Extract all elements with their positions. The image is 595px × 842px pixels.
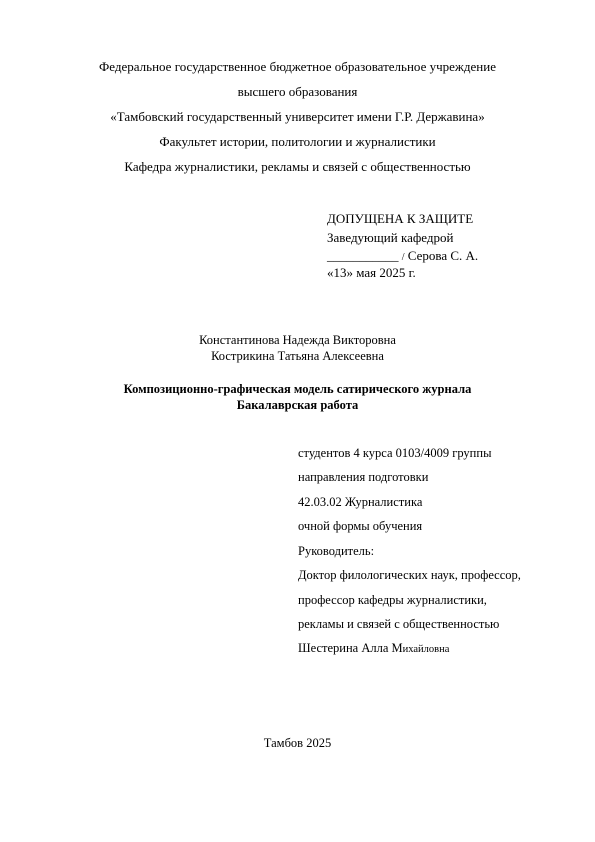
university-name: «Тамбовский государственный университет имени Г.Р. Державина»	[110, 109, 485, 124]
direction-code: 42.03.02 Журналистика	[298, 495, 423, 509]
faculty-name: Факультет истории, политологии и журналистики	[159, 134, 436, 149]
signature-line: ___________	[327, 248, 399, 263]
supervisor-name	[298, 642, 449, 656]
student-name-2: Кострикина Татьяна Алексеевна	[211, 349, 384, 363]
student-course: студентов 4 курса 0103/4009 группы	[298, 446, 492, 460]
institution-line-1: Федеральное государственное бюджетное образовательное учреждение	[99, 59, 496, 74]
work-title: Композиционно-графическая модель сатирического журнала	[123, 382, 472, 396]
supervisor-label: Руководитель:	[298, 544, 375, 558]
student-name-1: Константинова Надежда Викторовна	[199, 333, 396, 347]
institution-line-2: высшего образования	[237, 84, 358, 99]
supervisor-position-1: профессор кафедры журналистики,	[298, 593, 487, 607]
signature-slash: /	[401, 252, 405, 263]
department-name: Кафедра журналистики, рекламы и связей с общественностью	[124, 159, 471, 174]
approval-date: «13» мая 2025 г.	[327, 265, 416, 280]
study-form: очной формы обучения	[298, 519, 423, 533]
supervisor-position-2: рекламы и связей с общественностью	[298, 617, 500, 631]
approval-position: Заведующий кафедрой	[327, 230, 454, 245]
approval-signature-row	[327, 249, 478, 263]
approval-status: ДОПУЩЕНА К ЗАЩИТЕ	[327, 211, 474, 226]
supervisor-name-main: Шестерина Алла М	[298, 641, 403, 655]
city-year: Тамбов 2025	[263, 736, 332, 750]
supervisor-name-tail: ихайловна	[402, 644, 450, 655]
work-type: Бакалаврская работа	[236, 398, 359, 412]
supervisor-degree: Доктор филологических наук, профессор,	[298, 568, 521, 582]
head-of-department-name: Серова С. А.	[407, 248, 479, 263]
direction-label: направления подготовки	[298, 470, 429, 484]
